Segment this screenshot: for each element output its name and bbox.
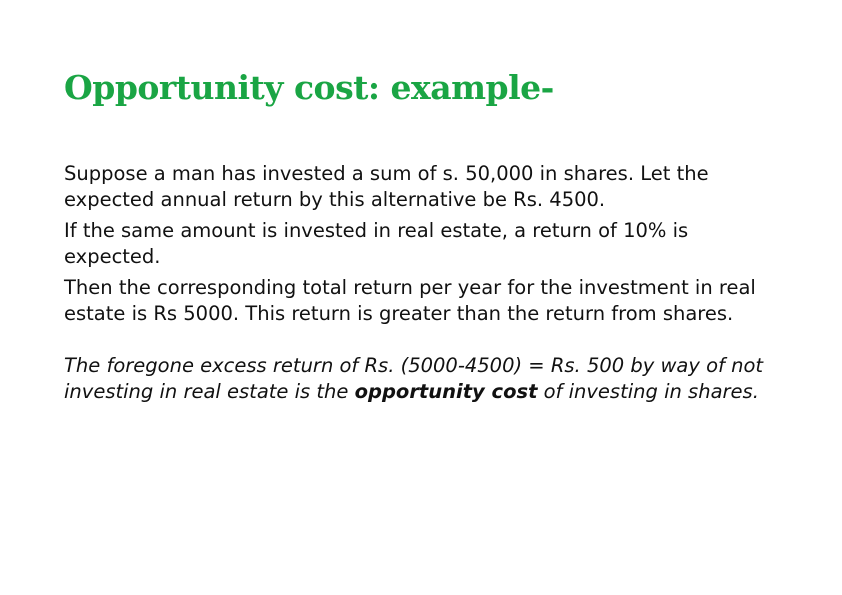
opportunity-cost-emphasis: opportunity cost bbox=[354, 380, 538, 403]
conclusion-text-after: of investing in shares. bbox=[537, 380, 759, 403]
paragraph-investment-shares: Suppose a man has invested a sum of s. 50,000 in shares. Let the expected annual return by this alternative be Rs. 4500. bbox=[64, 162, 709, 211]
slide-title: Opportunity cost: example- bbox=[64, 68, 554, 107]
conclusion-text-before: The foregone excess return of Rs. (5000-4500) = Rs. 500 by way of not investing in real estate is the bbox=[64, 354, 764, 403]
slide-body bbox=[64, 161, 784, 410]
paragraph-comparison: Then the corresponding total return per year for the investment in real estate is Rs 5000. This return is greater than the return from shares. bbox=[64, 276, 756, 325]
paragraph-real-estate: If the same amount is invested in real estate, a return of 10% is expected. bbox=[64, 219, 689, 268]
conclusion-paragraph bbox=[64, 353, 784, 405]
